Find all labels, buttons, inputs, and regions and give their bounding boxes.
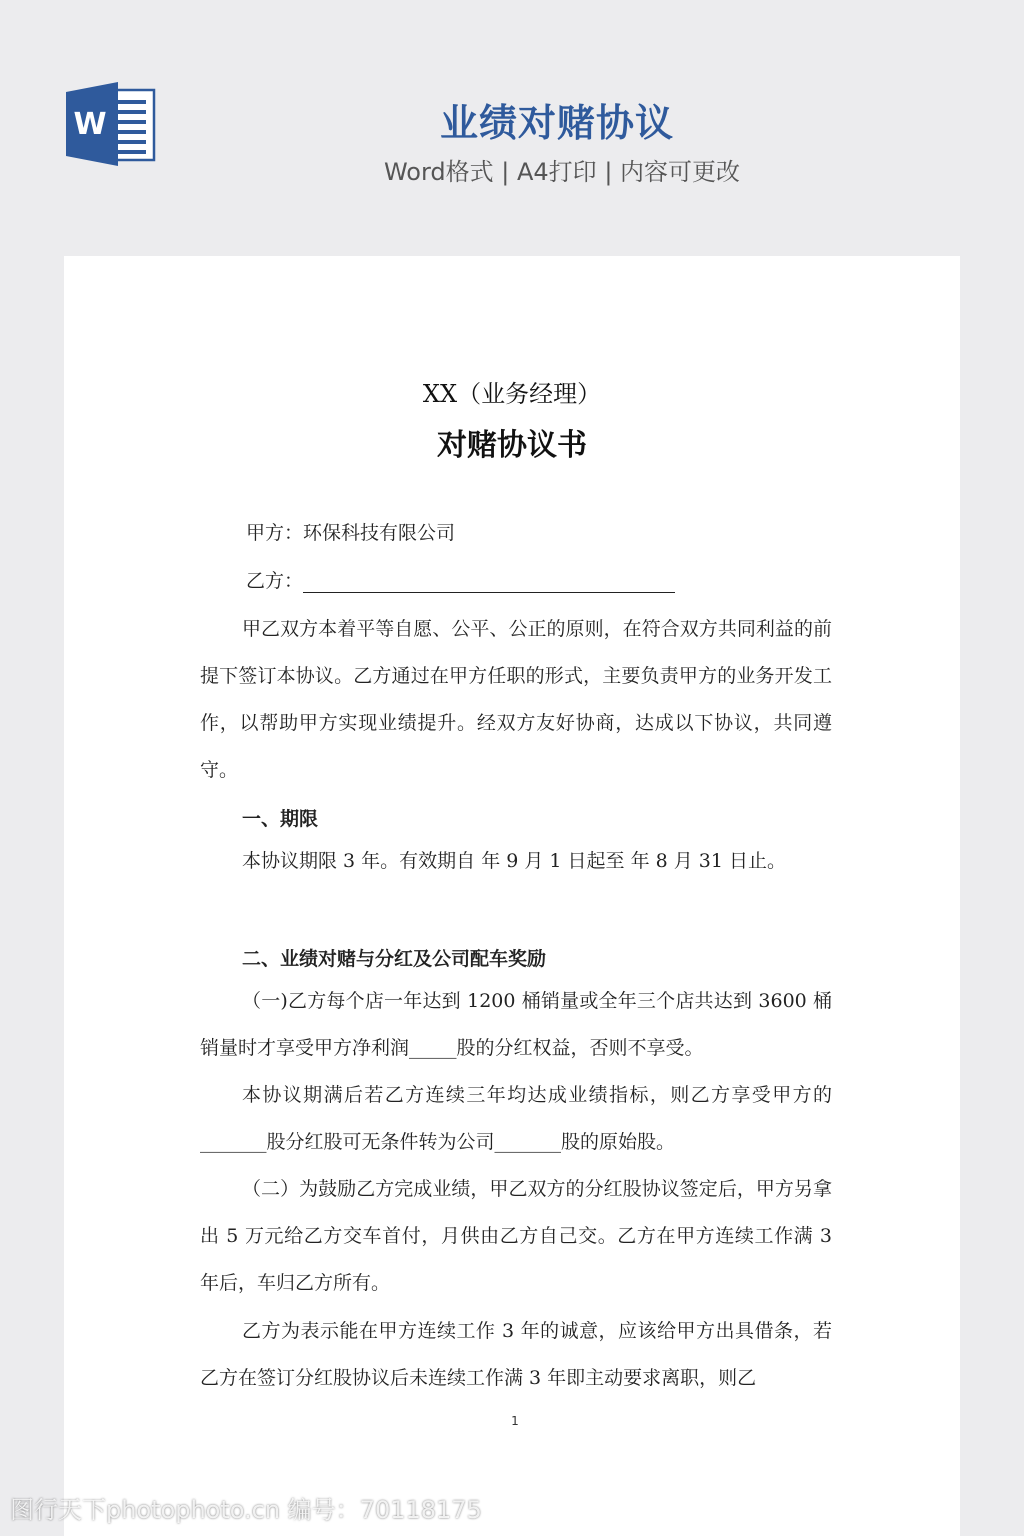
party-b-blank	[303, 572, 675, 593]
section2-paragraph-2: 本协议期满后若乙方连续三年均达成业绩指标，则乙方享受甲方的_______股分红股可无条件转为公司_______股的原始股。	[200, 1084, 832, 1153]
document-page	[64, 256, 960, 1536]
page-title: 业绩对赌协议	[439, 101, 674, 145]
template-header	[0, 0, 1024, 256]
intro-paragraph: 甲乙双方本着平等自愿、公平、公正的原则，在符合双方共同利益的前提下签订本协议。乙方通过在甲方任职的形式，主要负责甲方的业务开发工作，以帮助甲方实现业绩提升。经双方友好协商，达成以下协议，共同遵守。	[200, 618, 832, 781]
page-number: 1	[511, 1414, 519, 1428]
watermark: 图行天下photophoto.cn 编号：70118175	[10, 1496, 482, 1524]
party-b-line	[246, 566, 878, 593]
svg-text:W: W	[73, 107, 107, 142]
document-title: 对赌协议书	[437, 428, 587, 463]
section2-paragraph-4: 乙方为表示能在甲方连续工作 3 年的诚意，应该给甲方出具借条，若乙方在签订分红股协议后未连续工作满 3 年即主动要求离职，则乙	[200, 1320, 832, 1389]
page-subtitle: Word格式 | A4打印 | 内容可更改	[383, 158, 741, 186]
party-a-line: 甲方：环保科技有限公司	[246, 522, 456, 544]
party-b-label: 乙方：	[246, 570, 304, 592]
document-pre-title: XX（业务经理）	[422, 380, 602, 408]
section2-paragraph-3: （二）为鼓励乙方完成业绩，甲乙双方的分红股协议签定后，甲方另拿出 5 万元给乙方交车首付，月供由乙方自己交。乙方在甲方连续工作满 3 年后，车归乙方所有。	[200, 1178, 832, 1294]
section1-heading: 一、期限	[242, 808, 319, 830]
section1-paragraph: 本协议期限 3 年。有效期自 年 9 月 1 日起至 年 8 月 31 日止。	[242, 850, 787, 872]
section2-heading: 二、业绩对赌与分红及公司配车奖励	[242, 948, 547, 970]
section2-paragraph-1: （一)乙方每个店一年达到 1200 桶销量或全年三个店共达到 3600 桶销量时才享受甲方净利润_____股的分红权益，否则不享受。	[200, 990, 832, 1059]
